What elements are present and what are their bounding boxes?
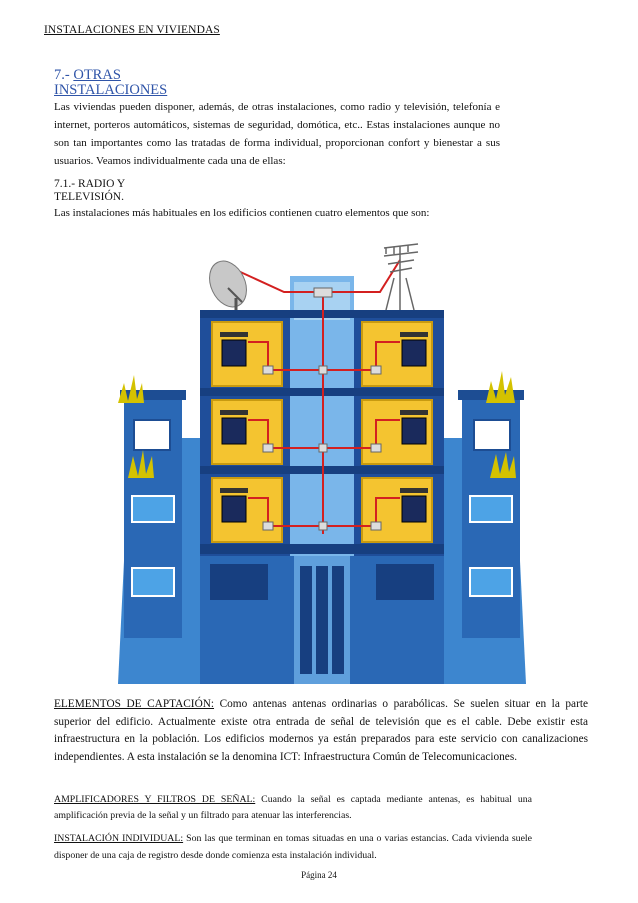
amplificadores-paragraph [54, 792, 532, 824]
building-diagram [118, 238, 526, 684]
instalacion-individual-paragraph [54, 830, 532, 864]
subsection-intro: Las instalaciones más habituales en los edificios contienen cuatro elementos que son: [54, 207, 430, 219]
individual-text: Son las que terminan en tomas situadas en una o varias estancias. Cada vivienda suele disponer de una caja de registro desde donde comienza esta instalación individual. [54, 833, 532, 861]
page-number: Página 24 [301, 870, 337, 880]
elementos-text: Como antenas antenas ordinarias o parabólicas. Se suelen situar en la parte superior del edificio. Actualmente existe otra entrada de señal de televisión que es el cable. Debe existir esta infraestructura en la población. Los edificios modernos ya están preparados para este servicio con canalizaciones independientes. A esta instalación se la denomina ICT: Infraestructura Común de Telecomunicaciones. [54, 698, 588, 763]
amplifier-box [314, 288, 332, 297]
elementos-title: ELEMENTOS DE CAPTACIÓN: [54, 698, 215, 710]
building-illustration [118, 238, 526, 689]
amplificadores-text: Cuando la señal es captada mediante antenas, es habitual una amplificación previa de la señal y un filtrado para atenuar las interferencias. [54, 794, 532, 821]
subsection-heading-radio-tv: 7.1.- RADIO Y TELEVISIÓN. [54, 178, 125, 203]
intro-paragraph: Las viviendas pueden disponer, además, de otras instalaciones, como radio y televisión, telefonía e internet, porteros automáticos, sistemas de seguridad, domótica, etc.. Estas instalaciones aunque no son tan importantes como las tratadas de forma individual, proporcionan confort y bienestar a sus usuarios. Veamos individualmente cada una de ellas: [54, 101, 500, 167]
amplificadores-title: AMPLIFICADORES Y FILTROS DE SEÑAL: [54, 794, 256, 805]
elementos-captacion-paragraph [54, 696, 588, 766]
individual-title: INSTALACIÓN INDIVIDUAL: [54, 833, 184, 844]
section-title: OTRAS INSTALACIONES [54, 67, 168, 98]
section-heading-otras-instalaciones [54, 68, 184, 98]
section-number: 7.- [54, 67, 70, 83]
page-header: INSTALACIONES EN VIVIENDAS [44, 24, 220, 36]
